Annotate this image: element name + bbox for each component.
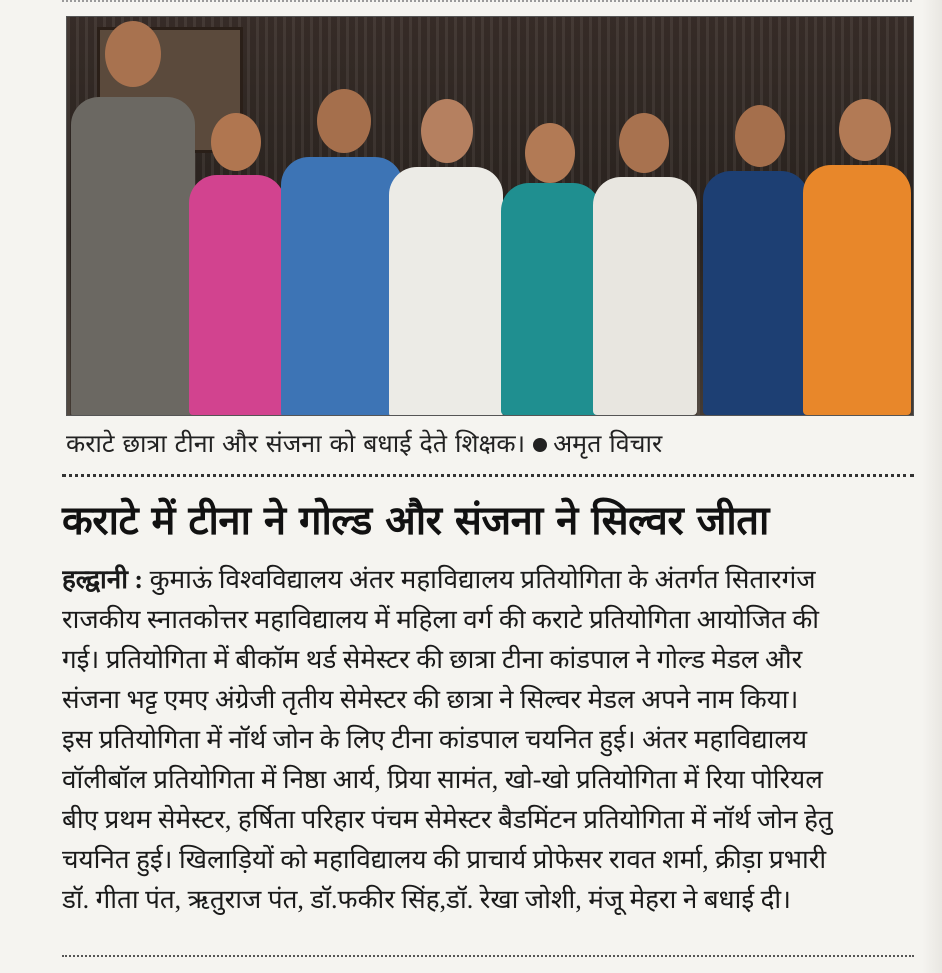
article-line-8: चयनित हुई। खिलाड़ियों को महाविद्यालय की प्राचार्य प्रोफेसर रावत शर्मा, क्रीड़ा प्रभारी <box>62 845 827 874</box>
person-5 <box>497 17 603 415</box>
article-line-3: गई। प्रतियोगिता में बीकॉम थर्ड सेमेस्टर की छात्रा टीना कांडपाल ने गोल्ड मेडल और <box>62 645 803 674</box>
headline: कराटे में टीना ने गोल्ड और संजना ने सिल्वर जीता <box>62 498 769 544</box>
caption-text: कराटे छात्रा टीना और संजना को बधाई देते शिक्षक। <box>66 429 526 458</box>
bullet-icon <box>533 438 547 452</box>
news-photo <box>66 16 914 416</box>
person-2 <box>187 17 287 415</box>
article-line-4: संजना भट्ट एमए अंग्रेजी तृतीय सेमेस्टर की छात्रा ने सिल्वर मेडल अपने नाम किया। <box>62 685 799 714</box>
person-4 <box>385 17 505 415</box>
person-8 <box>799 17 913 415</box>
dateline: हल्द्वानी : <box>62 565 144 594</box>
top-dotted-rule <box>62 0 912 8</box>
person-7 <box>699 17 811 415</box>
caption-source: अमृत विचार <box>553 429 663 458</box>
article-line-9: डॉ. गीता पंत, ऋतुराज पंत, डॉ.फकीर सिंह,डॉ. रेखा जोशी, मंजू मेहरा ने बधाई दी। <box>62 885 791 914</box>
article-line-2: राजकीय स्नातकोत्तर महाविद्यालय में महिला वर्ग की कराटे प्रतियोगिता आयोजित की <box>62 605 820 634</box>
article-line-7: बीए प्रथम सेमेस्टर, हर्षिता परिहार पंचम सेमेस्टर बैडमिंटन प्रतियोगिता में नॉर्थ जोन हेतु <box>62 805 833 834</box>
article-line-5: इस प्रतियोगिता में नॉर्थ जोन के लिए टीना कांडपाल चयनित हुई। अंतर महाविद्यालय <box>62 725 808 754</box>
person-6 <box>589 17 699 415</box>
photo-caption <box>66 424 916 464</box>
bottom-dotted-rule <box>62 955 914 961</box>
article-line-1: हल्द्वानी : कुमाऊं विश्वविद्यालय अंतर महाविद्यालय प्रतियोगिता के अंतर्गत सितारगंज <box>62 565 816 594</box>
article-body <box>62 560 920 920</box>
person-1 <box>67 17 197 415</box>
article-line-6: वॉलीबॉल प्रतियोगिता में निष्ठा आर्य, प्रिया सामंत, खो-खो प्रतियोगिता में रिया पोरियल <box>62 765 823 794</box>
middle-dotted-rule <box>62 474 914 481</box>
page-edge <box>922 0 942 973</box>
